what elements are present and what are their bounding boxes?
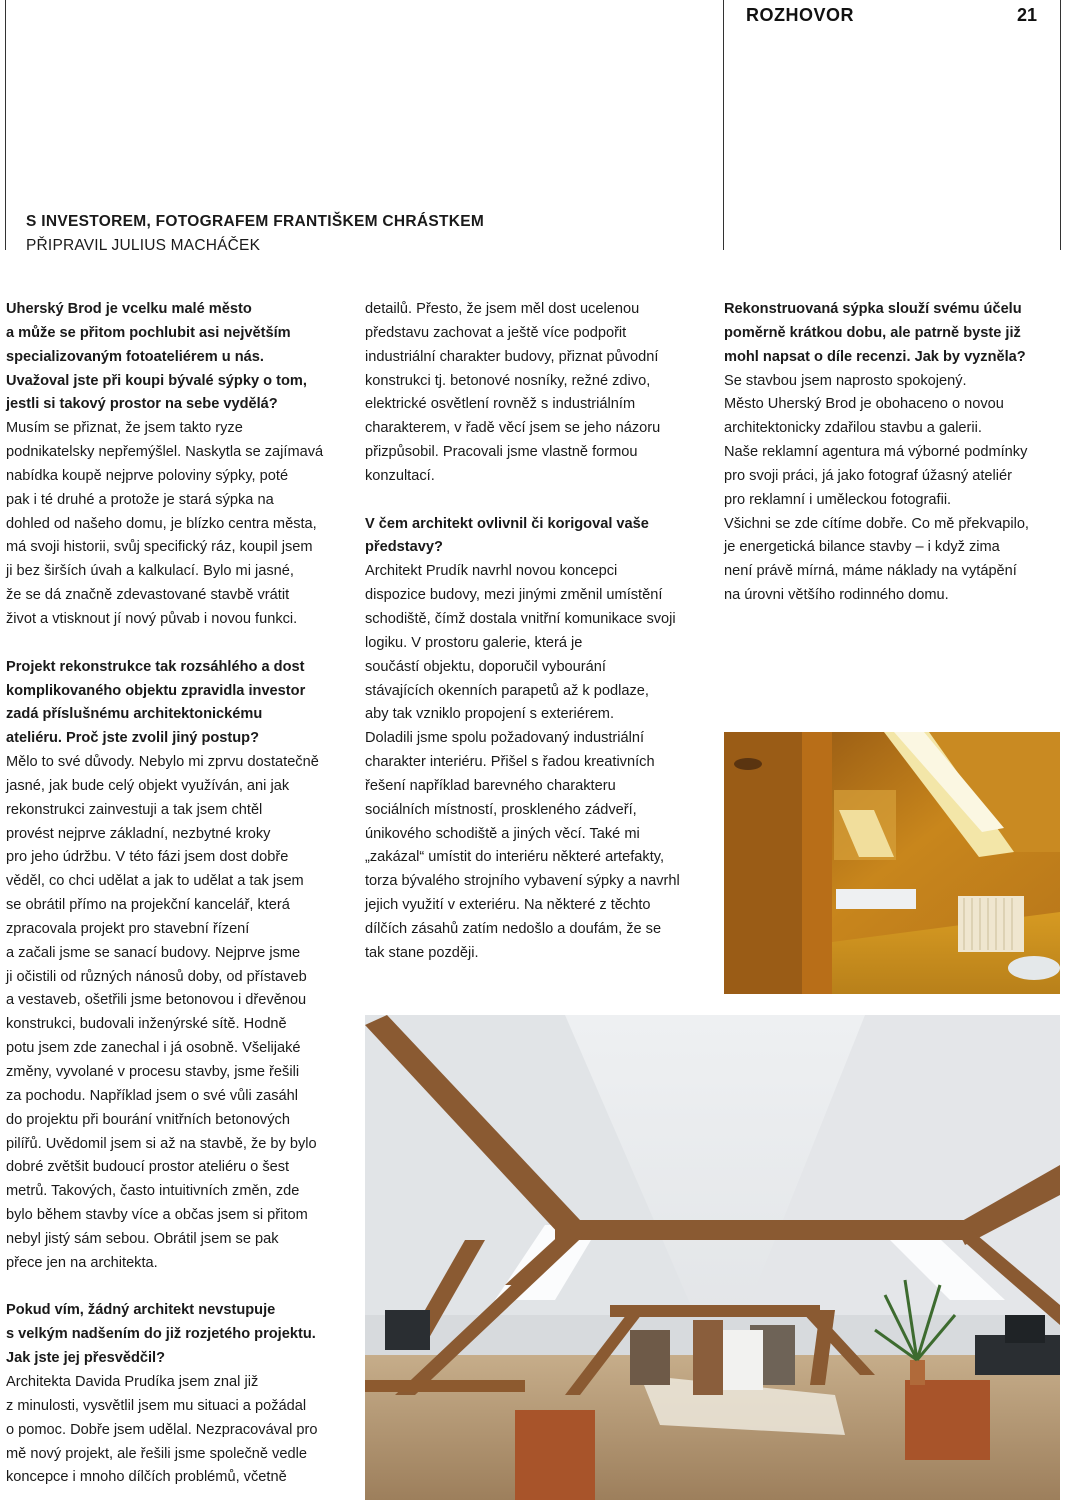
text-line: Musím se přiznat, že jsem takto ryze <box>6 420 243 437</box>
text-line: dohled od našeho domu, je blízko centra města, <box>6 515 317 532</box>
text-line: je energetická bilance stavby – i když zima <box>724 539 1000 556</box>
text-line: charakter interiéru. Přišel s řadou kreativních <box>365 754 655 771</box>
text-line: se obrátil přímo na projekční kancelář, která <box>6 897 290 914</box>
text-line: komplikovaného objektu zpravidla investor <box>6 682 306 699</box>
text-line: dílčích zásahů zatím nedošlo a doufám, že se <box>365 920 662 937</box>
text-line: aby tak vzniklo propojení s exteriérem. <box>365 706 615 723</box>
answer-block <box>6 751 358 1276</box>
text-line: „zakázal“ umístit do interiéru některé artefakty, <box>365 849 665 866</box>
interview-subtitle: S INVESTOREM, FOTOGRAFEM FRANTIŠKEM CHRÁSTKEM <box>26 213 485 230</box>
text-line: schodiště, čímž dostala vnitřní komunikace svoji <box>365 610 676 627</box>
text-line: do projektu při bourání vnitřních betonových <box>6 1111 290 1128</box>
text-line: zadá příslušnému architektonickému <box>6 706 263 723</box>
text-line: pro reklamní i uměleckou fotografii. <box>724 491 952 508</box>
article-column-2 <box>365 298 710 966</box>
text-line: metrů. Takových, často intuitivních změn, zde <box>6 1183 300 1200</box>
text-line: logiku. V prostoru galerie, která je <box>365 634 583 651</box>
text-line: provést nejprve základní, nezbytné kroky <box>6 825 271 842</box>
text-line: není právě mírná, máme náklady na vytápění <box>724 563 1017 580</box>
author-credit: PŘIPRAVIL JULIUS MACHÁČEK <box>26 237 261 254</box>
text-line: z minulosti, vysvětlil jsem mu situaci a požádal <box>6 1397 307 1414</box>
text-line: industriální charakter budovy, přiznat původní <box>365 348 659 365</box>
text-line: jasné, jak bude celý objekt využíván, ani jak <box>6 777 290 794</box>
question-block <box>6 298 358 417</box>
text-line: torza bývalého strojního vybavení sýpky a navrhl <box>365 873 680 890</box>
text-line: zpracovala projekt pro stavební řízení <box>6 920 250 937</box>
page-number: 21 <box>1017 5 1038 25</box>
text-line: elektrické osvětlení rovněž s industriálním <box>365 396 636 413</box>
text-line: stávajících okenních parapetů až k podlaze, <box>365 682 649 699</box>
text-line: rekonstrukci zainvestuji a tak jsem chtěl <box>6 801 263 818</box>
text-line: jejich využití v exteriéru. Na některé z těchto <box>365 897 651 914</box>
text-line: nabídka koupě nejprve poloviny sýpky, poté <box>6 467 289 484</box>
text-line: život a vtisknout jí nový půvab i novou funkci. <box>6 610 298 627</box>
text-line: Projekt rekonstrukce tak rozsáhlého a dost <box>6 658 305 675</box>
text-line: Uherský Brod je vcelku malé město <box>6 301 252 317</box>
text-line: za pochodu. Například jsem o své vůli zasáhl <box>6 1087 299 1104</box>
text-line: řešení například barevného charakteru <box>365 777 616 794</box>
vertical-rule-left <box>5 0 6 250</box>
text-line: sociálních místností, proskleného zádveří, <box>365 801 637 818</box>
text-line: ji bez širších úvah a kalkulací. Bylo mi jasné, <box>6 563 294 580</box>
text-line: Všichni se zde cítíme dobře. Co mě překvapilo, <box>724 515 1029 532</box>
section-label: ROZHOVOR <box>746 5 855 25</box>
text-line: mě nový projekt, ale řešili jsme společně vedle <box>6 1445 307 1462</box>
text-line: a začali jsme se sanací budovy. Nejprve jsme <box>6 944 301 961</box>
text-line: má svoji historii, svůj specifický ráz, koupil jsem <box>6 539 313 556</box>
article-column-1 <box>6 298 358 1490</box>
text-line: změny, vyvolané v procesu stavby, jsme řešili <box>6 1064 300 1080</box>
answer-block <box>365 560 710 965</box>
text-line: charakterem, v řadě věcí jsem se jeho názoru <box>365 420 661 437</box>
text-line: představy? <box>365 539 443 556</box>
answer-block <box>365 298 710 489</box>
text-line: V čem architekt ovlivnil či korigoval vaše <box>365 515 649 532</box>
text-line: pro svoji práci, já jako fotograf úžasný ateliér <box>724 467 1012 484</box>
paragraph-gap <box>6 632 358 656</box>
text-line: konzultací. <box>365 467 435 484</box>
byline <box>26 210 484 258</box>
text-line: Naše reklamní agentura má výborné podmínky <box>724 444 1028 461</box>
text-line: konstrukci, budovali inženýrské sítě. Hodně <box>6 1016 287 1033</box>
text-line: poměrně krátkou dobu, ale patrně byste již <box>724 324 1021 341</box>
text-line: představu zachovat a ještě více podpořit <box>365 324 627 341</box>
text-line: přece jen na architekta. <box>6 1254 158 1271</box>
text-line: že se dá značně zdevastované stavbě vrátit <box>6 587 290 604</box>
text-line: architektonicky zdařilou stavbu a galerii. <box>724 420 982 437</box>
answer-block <box>6 1371 358 1490</box>
text-line: přizpůsobil. Pracovali jsme vlastně formou <box>365 444 638 461</box>
text-line: Pokud vím, žádný architekt nevstupuje <box>6 1302 276 1319</box>
text-line: ji očistili od různých nánosů doby, od přístaveb <box>6 968 307 985</box>
question-block <box>365 513 710 561</box>
text-line: pro jeho údržbu. V této fázi jsem dost dobře <box>6 849 289 866</box>
text-line: detailů. Přesto, že jsem měl dost ucelenou <box>365 301 640 317</box>
text-line: potu jsem zde zanechal i já osobně. Všelijaké <box>6 1040 301 1057</box>
article-column-3 <box>724 298 1069 608</box>
question-block <box>724 298 1069 370</box>
text-line: nebyl jistý sám sebou. Obrátil jsem se pak <box>6 1230 279 1247</box>
text-line: dobré zvětšit budoucí prostor ateliéru o šest <box>6 1159 290 1176</box>
text-line: Město Uherský Brod je obohaceno o novou <box>724 396 1004 413</box>
text-line: s velkým nadšením do již rozjetého projektu. <box>6 1326 316 1343</box>
vertical-rule-middle <box>723 0 724 250</box>
text-line: o pomoc. Dobře jsem udělal. Nezpracovával pro <box>6 1421 318 1438</box>
answer-block <box>6 417 358 632</box>
text-line: pilířů. Uvědomil jsem si až na stavbě, že by bylo <box>6 1135 317 1152</box>
text-line: Architekt Prudík navrhl novou koncepci <box>365 563 618 580</box>
vertical-rule-right <box>1060 0 1061 250</box>
paragraph-gap <box>365 489 710 513</box>
text-line: ateliéru. Proč jste zvolil jiný postup? <box>6 730 260 747</box>
text-line: Architekta Davida Prudíka jsem znal již <box>6 1373 259 1390</box>
text-line: Uvažoval jste při koupi bývalé sýpky o tom, <box>6 372 307 389</box>
text-line: bylo během stavby více a občas jsem si přitom <box>6 1207 308 1224</box>
text-line: mohl napsat o díle recenzi. Jak by vyzněla? <box>724 348 1026 365</box>
text-line: pak i té druhé a protože je stará sýpka na <box>6 491 274 508</box>
bathroom-photo <box>724 732 1060 994</box>
text-line: konstrukci tj. betonové nosníky, režné zdivo, <box>365 372 651 389</box>
question-block <box>6 1299 358 1371</box>
answer-block <box>724 370 1069 608</box>
loft-office-photo <box>365 1015 1060 1500</box>
text-line: specializovaným fotoateliérem u nás. <box>6 348 264 365</box>
text-line: Doladili jsme spolu požadovaný industriální <box>365 730 645 747</box>
question-block <box>6 656 358 751</box>
text-line: Jak jste jej přesvědčil? <box>6 1350 165 1367</box>
text-line: a vestaveb, ošetřili jsme betonovou i dřevěnou <box>6 992 307 1009</box>
text-line: Se stavbou jsem naprosto spokojený. <box>724 372 967 389</box>
text-line: tak stane později. <box>365 944 479 961</box>
paragraph-gap <box>6 1276 358 1300</box>
text-line: únikového schodiště a jiných věcí. Také mi <box>365 825 640 842</box>
text-line: věděl, co chci udělat a jak to udělat a tak jsem <box>6 873 304 890</box>
text-line: a může se přitom pochlubit asi největším <box>6 324 291 341</box>
text-line: dispozice budovy, mezi jinými změnil umístění <box>365 587 663 604</box>
text-line: jestli si takový prostor na sebe vydělá? <box>6 396 278 413</box>
text-line: Rekonstruovaná sýpka slouží svému účelu <box>724 301 1022 317</box>
text-line: součástí objektu, doporučil vybourání <box>365 658 606 675</box>
text-line: koncepce i mnoho dílčích problémů, včetně <box>6 1469 287 1486</box>
text-line: Mělo to své důvody. Nebylo mi zprvu dostatečně <box>6 754 319 771</box>
text-line: na úrovni většího rodinného domu. <box>724 587 949 604</box>
text-line: podnikatelsky nepřemýšlel. Naskytla se zajímavá <box>6 444 324 461</box>
